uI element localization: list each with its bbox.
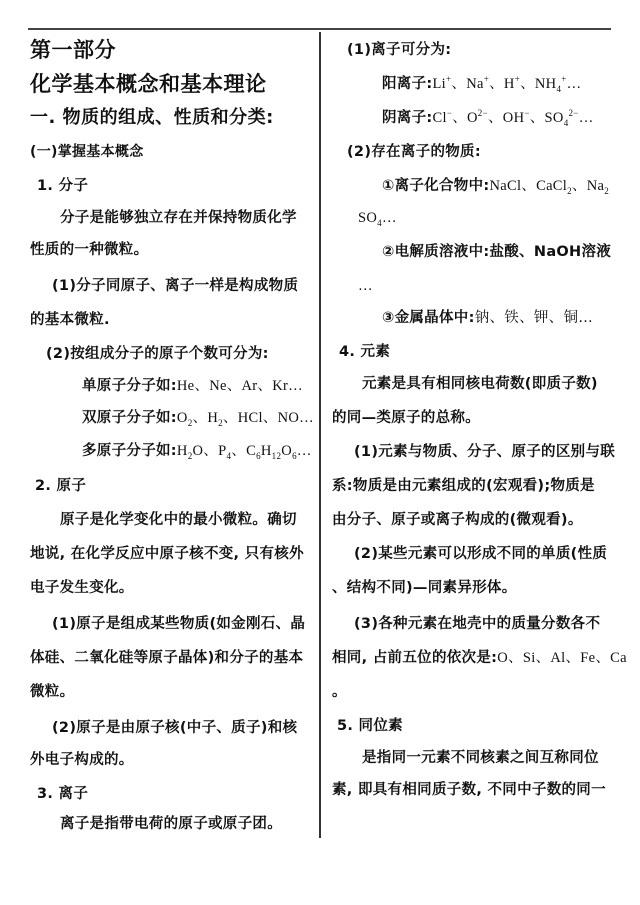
cation-label: 阳离子:: [382, 76, 433, 92]
metal-crystals: [382, 308, 593, 328]
ion-substances-heading: (2)存在离子的物质:: [347, 144, 481, 160]
atom-p1-line1: (1)原子是组成某些物质(如金刚石、晶: [52, 616, 306, 632]
atom-def-line2: 地说, 在化学反应中原子核不变, 只有核外: [30, 546, 304, 562]
element-p1-line3: 由分子、原子或离子构成的(微观看)。: [332, 512, 583, 528]
electrolyte-solutions: [382, 242, 611, 262]
atom-p1-line2: 体硅、二氧化硅等原子晶体)和分子的基本: [30, 650, 304, 666]
element-def-line1: 元素是具有相同核电荷数(即质子数): [362, 376, 598, 392]
element-p1-line1: (1)元素与物质、分子、原子的区别与联: [354, 444, 616, 460]
element-p2-line2: 、结构不同)—同素异形体。: [332, 580, 517, 596]
ionic-compounds: ①离子化合物中:NaCl、CaCl$_2$、$Na_2$: [382, 178, 610, 196]
part-title: 第一部分: [30, 38, 116, 62]
chapter-title: 化学基本概念和基本理论: [30, 72, 267, 96]
monoatomic-molecules: [82, 376, 303, 396]
mono-value: He、Ne、Ar、Kr…: [176, 378, 303, 394]
atom-p2-line2: 外电子构成的。: [30, 752, 134, 768]
item2-label: ②电解质溶液中:: [382, 244, 490, 260]
item3-label: ③金属晶体中:: [382, 310, 475, 326]
molecule-p1-line1: (1)分子同原子、离子一样是构成物质: [52, 278, 299, 294]
polyatomic-molecules: [82, 441, 312, 461]
element-p3-line2: 相同, 占前五位的依次是:O、Si、Al、Fe、Ca: [332, 650, 627, 666]
column-divider: [319, 32, 321, 838]
atom-p1-line3: 微粒。: [30, 684, 75, 700]
item1-label: ①离子化合物中:: [382, 178, 490, 194]
molecule-def-line1: 分子是能够独立存在并保持物质化学: [60, 210, 297, 226]
ion-heading: 3. 离子: [37, 786, 89, 802]
molecule-heading: 1. 分子: [37, 178, 89, 194]
subsection-title: (一)掌握基本概念: [30, 144, 144, 160]
poly-formulas: $H_2O$、$P_4$、$C_6H_{12}O_6\dots$: [176, 443, 312, 461]
section-title: 一. 物质的组成、性质和分类:: [30, 107, 274, 128]
element-heading: 4. 元素: [339, 344, 391, 360]
electrolyte-cont: …: [358, 278, 373, 294]
ion-types-heading: (1)离子可分为:: [347, 42, 452, 58]
cation-list: [382, 74, 581, 94]
cation-formulas: Li+、Na+、H+、$NH_4^+\dots$: [432, 74, 582, 94]
isotope-heading: 5. 同位素: [337, 718, 403, 734]
item3-value: 钠、铁、钾、铜…: [474, 310, 594, 326]
element-p3-line1: (3)各种元素在地壳中的质量分数各不: [354, 616, 601, 632]
molecule-p2: (2)按组成分子的原子个数可分为:: [46, 346, 269, 362]
molecule-def-line2: 性质的一种微粒。: [30, 242, 149, 258]
diatomic-molecules: [82, 408, 314, 428]
atom-heading: 2. 原子: [35, 478, 87, 494]
atom-def-line3: 电子发生变化。: [30, 580, 134, 596]
molecule-p1-line2: 的基本微粒.: [30, 312, 110, 328]
poly-label: 多原子分子如:: [82, 443, 177, 459]
di-formulas: $O_2$、$H_2$、HCl、NO…: [176, 410, 314, 428]
anion-list: [382, 108, 594, 128]
ionic-compounds-cont: $SO_4\dots$: [358, 210, 397, 228]
item2-value: 盐酸、NaOH溶液: [489, 244, 612, 260]
atom-p2-line1: (2)原子是由原子核(中子、质子)和核: [52, 720, 298, 736]
isotope-def-line2: 素, 即具有相同质子数, 不同中子数的同一: [332, 782, 606, 798]
top-rule: [28, 28, 611, 30]
crust-elements: O、Si、Al、Fe、Ca: [497, 650, 627, 666]
element-p1-line2: 系:物质是由元素组成的(宏观看);物质是: [332, 478, 595, 494]
element-def-line2: 的同—类原子的总称。: [332, 410, 480, 426]
ion-def-line1: 离子是指带电荷的原子或原子团。: [60, 816, 282, 832]
isotope-def-line1: 是指同一元素不同核素之间互称同位: [362, 750, 599, 766]
element-p3-line3: 。: [332, 684, 347, 700]
atom-def-line1: 原子是化学变化中的最小微粒。确切: [60, 512, 297, 528]
anion-label: 阴离子:: [382, 110, 433, 126]
element-p2-line1: (2)某些元素可以形成不同的单质(性质: [354, 546, 608, 562]
mono-label: 单原子分子如:: [82, 378, 177, 394]
di-label: 双原子分子如:: [82, 410, 177, 426]
anion-formulas: Cl−、$O^{2-}$、OH−、$SO_4^{2-}\dots$: [432, 108, 594, 128]
